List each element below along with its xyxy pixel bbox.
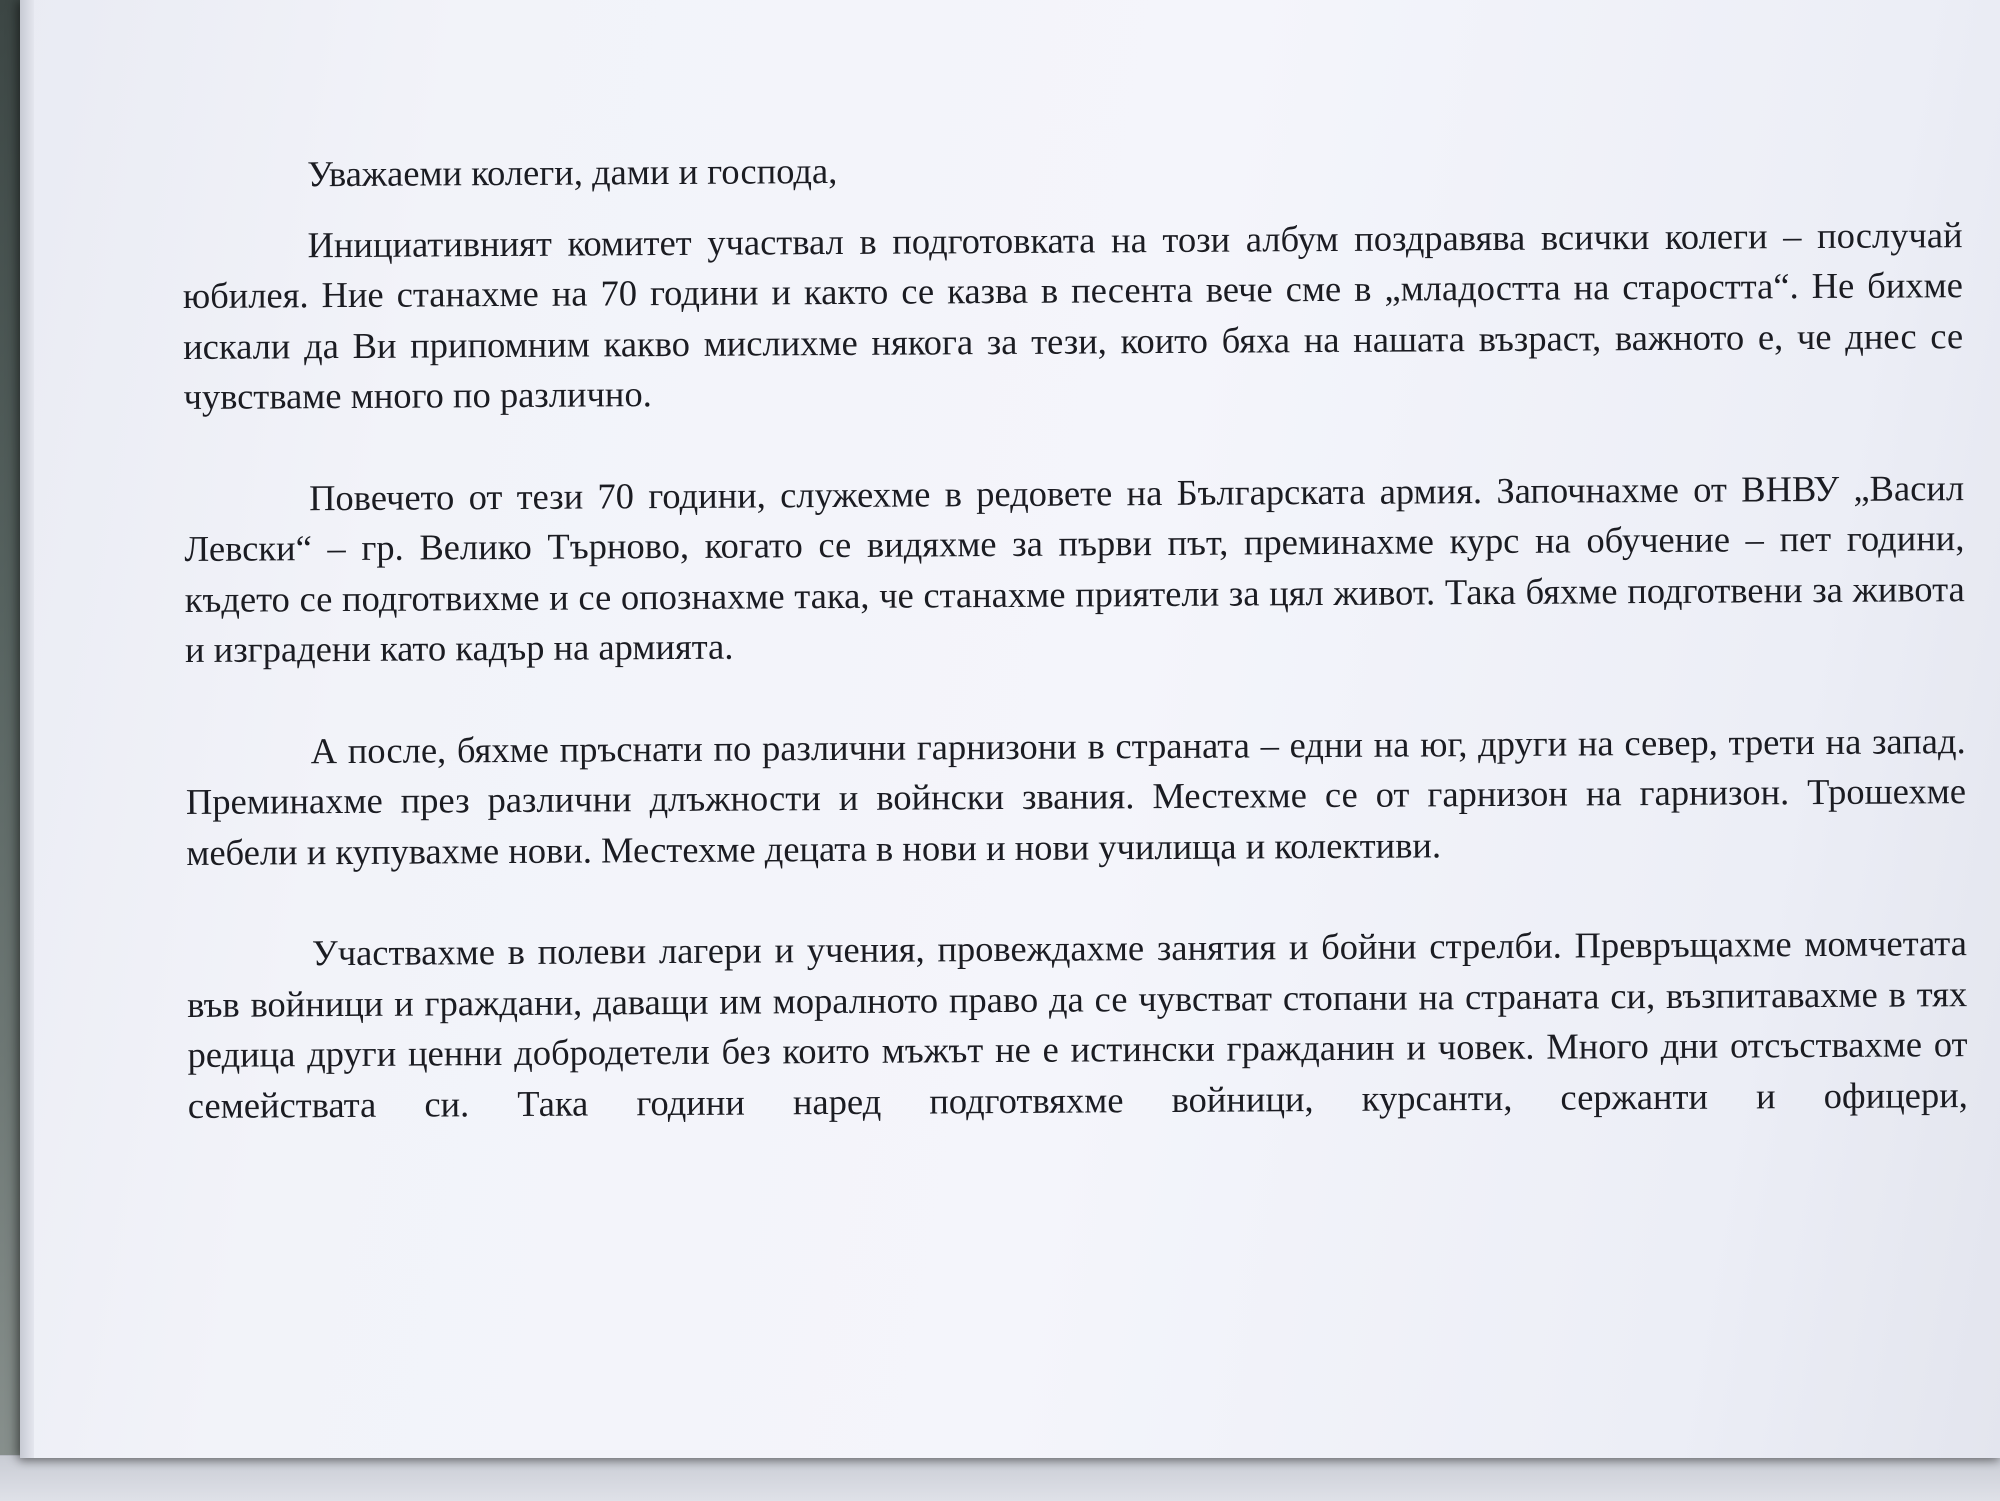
paragraph-4: Участвахме в полеви лагери и учения, провеждахме занятия и бойни стрелби. Превръщахме момчетата във войници и граждани, даващи им моралното право да се чувстват стопани на страната си, възпитавахме в тях редица други ценни добродетели без които мъжът не е истински гражданин и човек. Много дни отсъствахме от семействата си. Така години наред подготвяхме войници, курсанти, сержанти и офицери,	[187, 922, 1968, 1126]
paragraph-1: Инициативният комитет участвал в подготовката на този албум поздравява всички колеги – послучай юбилея. Ние станахме на 70 години и както се казва в песента вече сме в „младостта на старостта“. Не бихме искали да Ви припомним какво мислихме някога за тези, които бяха на нашата възраст, важното е, че днес се чувстваме много по различно.	[182, 213, 1964, 417]
paragraph-2: Повечето от тези 70 години, служехме в редовете на Българската армия. Започнахме от ВНВУ „Васил Левски“ – гр. Велико Търново, когато се видяхме за първи път, преминахме курс на обучение – пет години, където се подготвихме и се опознахме така, че станахме приятели за цял живот. Така бяхме подготвени за живота и изградени като кадър на армията.	[184, 466, 1965, 670]
page-edge	[20, 0, 34, 1458]
salutation: Уважаеми колеги, дами и господа,	[307, 149, 838, 195]
underlying-sheet	[0, 1455, 2000, 1501]
document-page	[20, 0, 2000, 1458]
paragraph-3: А после, бяхме пръснати по различни гарнизони в страната – едни на юг, други на север, трети на запад. Преминахме през различни длъжности и войнски звания. Местехме се от гарнизон на гарнизон. Трошехме мебели и купувахме нови. Местехме децата в нови и нови училища и колективи.	[185, 719, 1967, 873]
letter-body	[182, 139, 1968, 1131]
